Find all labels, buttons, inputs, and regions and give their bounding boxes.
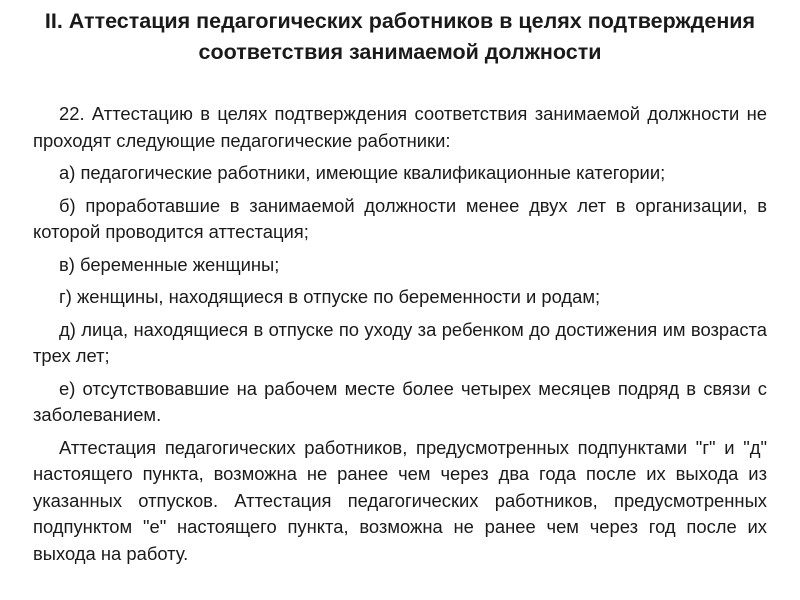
document-body bbox=[33, 101, 767, 573]
list-item-e: е) отсутствовавшие на рабочем месте более четырех месяцев подряд в связи с заболеванием. bbox=[33, 377, 767, 425]
list-item-a: а) педагогические работники, имеющие квалификационные категории; bbox=[59, 162, 666, 183]
list-item-d: д) лица, находящиеся в отпуске по уходу за ребенком до достижения им возраста трех лет; bbox=[33, 318, 767, 366]
closing-paragraph: Аттестация педагогических работников, предусмотренных подпунктами "г" и "д" настоящего пункта, возможна не ранее чем через два года после их выхода из указанных отпусков. Аттестация педагогических работников, предусмотренных подпунктом "е" настоящего пункта, возможна не ранее чем через год после их выхода на работу. bbox=[33, 436, 767, 564]
list-item-b: б) проработавшие в занимаемой должности менее двух лет в организации, в которой проводится аттестация; bbox=[33, 194, 767, 242]
list-item-v: в) беременные женщины; bbox=[59, 253, 280, 275]
section-title: II. Аттестация педагогических работников в целях подтверждения соответствия занимаемой должности bbox=[44, 9, 756, 64]
list-item-g: г) женщины, находящиеся в отпуске по беременности и родам; bbox=[59, 286, 601, 307]
paragraph-22-intro: 22. Аттестацию в целях подтверждения соответствия занимаемой должности не проходят следующие педагогические работники: bbox=[33, 103, 767, 151]
